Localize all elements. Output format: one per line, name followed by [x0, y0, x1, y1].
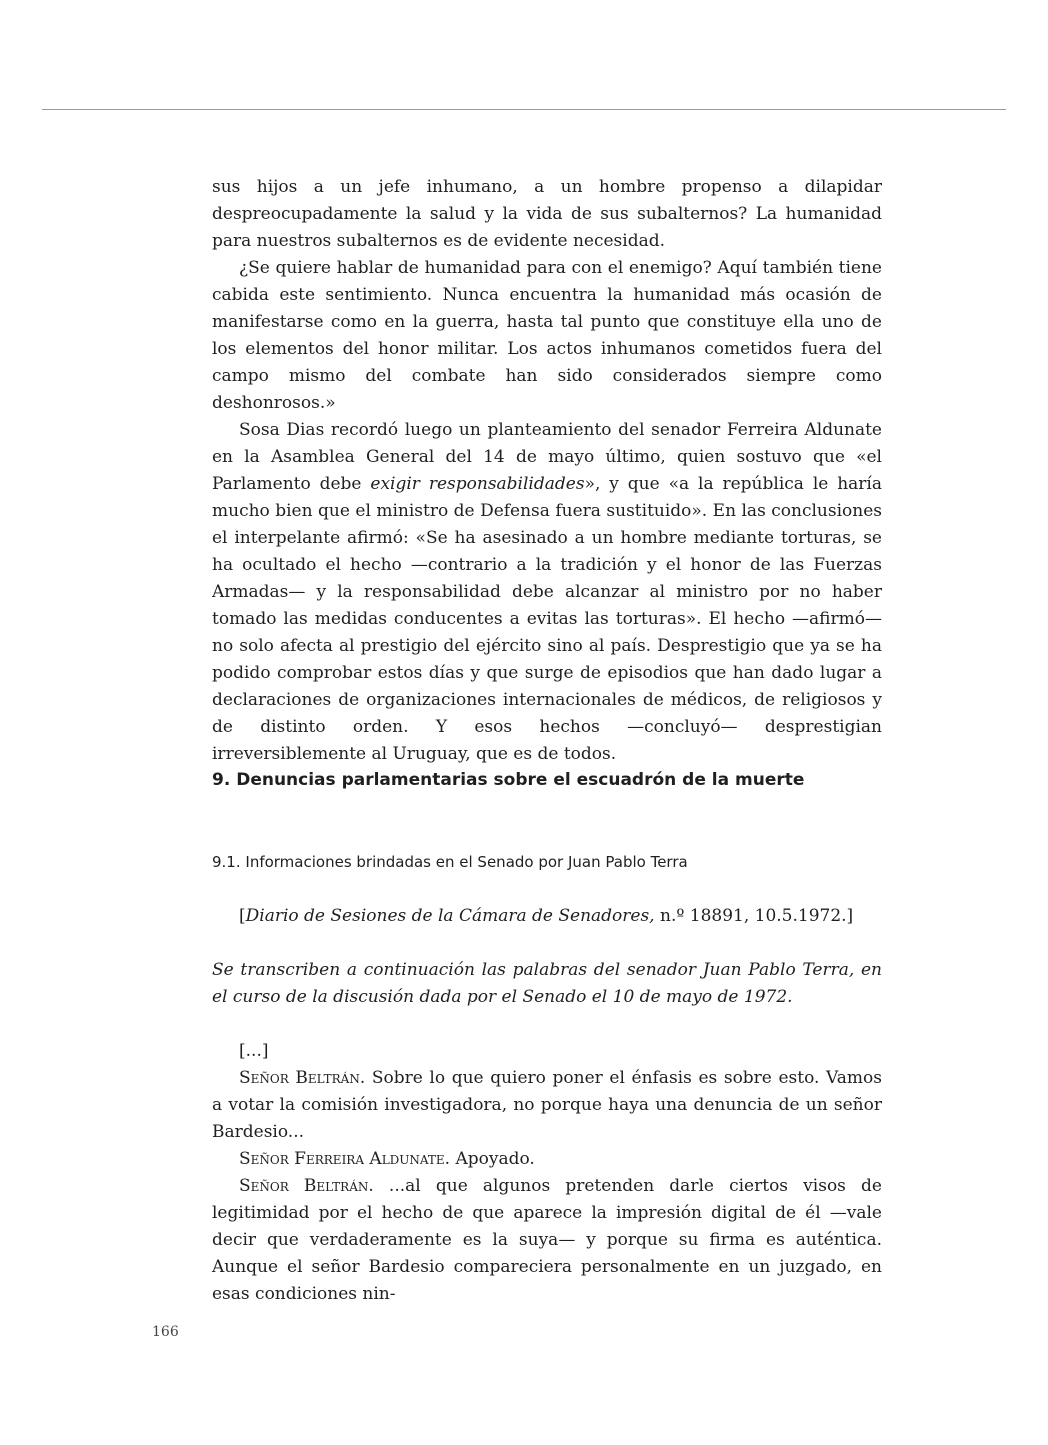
paragraph-continuation: sus hijos a un jefe inhumano, a un hombre propenso a dilapidar despreocupadamente la salud y la vida de sus subalternos? La humanidad para nuestros subalternos es de evidente necesidad.	[212, 177, 882, 251]
citation-details: n.º 18891, 10.5.1972.]	[654, 906, 854, 926]
paragraph-sosa-dias-part1: Sosa Dias recordó luego un planteamiento del senador Ferreira Aldunate en la Asamblea General del 14 de mayo último, quien sostuvo que «el Parlamento debe	[212, 420, 882, 494]
transcript-line-ferreira	[212, 1146, 882, 1173]
speaker-name: Señor Ferreira Aldunate.	[239, 1149, 451, 1169]
speech-text: ...al que algunos pretenden darle ciertos visos de legitimidad por el hecho de que aparece la impresión digital de él —vale decir que verdaderamente es la suya— y porque su firma es auténtica. Aunque el señor Bardesio compareciera personalmente en un juzgado, en esas condiciones nin-	[212, 1176, 882, 1304]
paragraph-sosa-dias	[212, 417, 882, 768]
speaker-name: Señor Beltrán.	[239, 1068, 366, 1088]
source-citation	[239, 903, 882, 930]
transcript-ellipsis: [...]	[239, 1041, 269, 1061]
page-number: 166	[152, 1324, 179, 1340]
section-heading: 9. Denuncias parlamentarias sobre el escuadrón de la muerte	[212, 770, 805, 790]
body-text-top	[212, 174, 882, 768]
paragraph-sosa-dias-part2: », y que «a la república le haría mucho bien que el ministro de Defensa fuera sustituido». En las conclusiones el interpelante afirmó: «Se ha asesinado a un hombre mediante torturas, se ha ocultado el hecho —contrario a la tradición y el honor de las Fuerzas Armadas— y la responsabilidad debe alcanzar al ministro por no haber tomado las medidas conducentes a evitas las torturas». El hecho —afirmó— no solo afecta al prestigio del ejército sino al país. Desprestigio que ya se ha podido comprobar estos días y que surge de episodios que han dado lugar a declaraciones de organizaciones internacionales de médicos, de religiosos y de distinto orden. Y esos hechos —concluyó— desprestigian irreversiblemente al Uruguay, que es de todos.	[212, 474, 882, 764]
subsection-heading: 9.1. Informaciones brindadas en el Senado por Juan Pablo Terra	[212, 853, 688, 871]
citation-title: Diario de Sesiones de la Cámara de Senadores,	[245, 906, 655, 926]
transcript-line-beltran-2	[212, 1173, 882, 1308]
editorial-intro: Se transcriben a continuación las palabras del senador Juan Pablo Terra, en el curso de la discusión dada por el Senado el 10 de mayo de 1972.	[212, 960, 882, 1007]
transcript-line-beltran-1	[212, 1065, 882, 1146]
transcript-block	[212, 1038, 882, 1308]
citation-open-bracket: [	[239, 906, 246, 926]
header-rule	[42, 109, 1006, 110]
speech-text: Sobre lo que quiero poner el énfasis es sobre esto. Vamos a votar la comisión investigadora, no porque haya una denuncia de un señor Bardesio...	[212, 1068, 882, 1142]
speaker-name: Señor Beltrán.	[239, 1176, 374, 1196]
emphasis-exigir-responsabilidades: exigir responsabilidades	[370, 474, 585, 494]
speech-text: Apoyado.	[450, 1149, 535, 1169]
paragraph-humanidad-enemigo: ¿Se quiere hablar de humanidad para con el enemigo? Aquí también tiene cabida este sentimiento. Nunca encuentra la humanidad más ocasión de manifestarse como en la guerra, hasta tal punto que constituye ella uno de los elementos del honor militar. Los actos inhumanos cometidos fuera del campo mismo del combate han sido considerados siempre como deshonrosos.»	[212, 258, 882, 413]
